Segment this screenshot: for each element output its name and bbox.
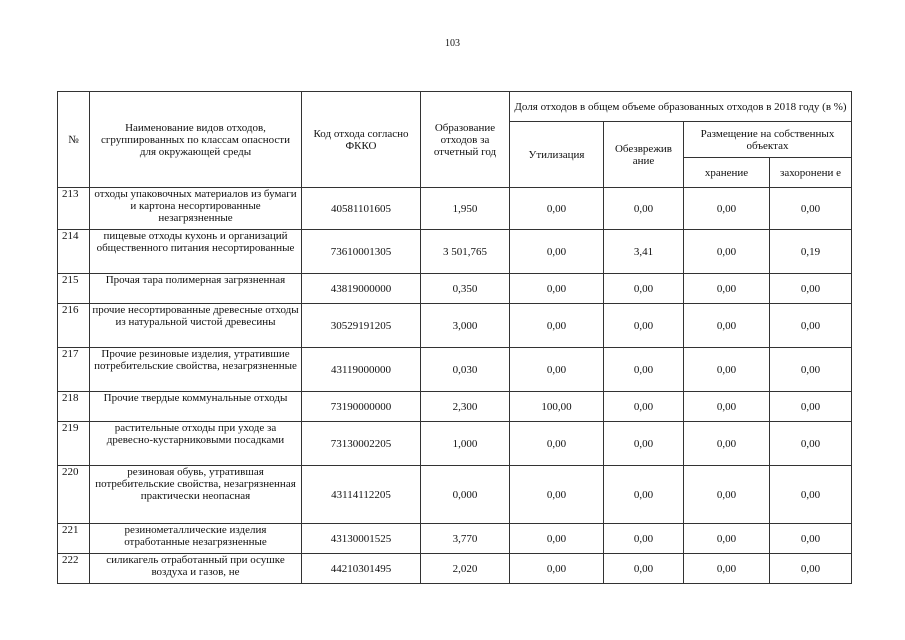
table-row	[58, 524, 852, 554]
row-formation: 2,020	[421, 554, 510, 584]
row-code: 73130002205	[302, 422, 421, 466]
row-utilization: 0,00	[510, 230, 604, 274]
row-code: 44210301495	[302, 554, 421, 584]
row-no: 220	[58, 466, 90, 524]
row-formation: 1,000	[421, 422, 510, 466]
table-row	[58, 554, 852, 584]
row-neutralization: 0,00	[604, 188, 684, 230]
table-row	[58, 304, 852, 348]
row-storage: 0,00	[684, 554, 770, 584]
row-storage: 0,00	[684, 422, 770, 466]
page-number: 103	[445, 38, 460, 49]
row-neutralization: 0,00	[604, 304, 684, 348]
header-share-group: Доля отходов в общем объеме образованных отходов в 2018 году (в %)	[510, 92, 852, 122]
row-formation: 3,770	[421, 524, 510, 554]
row-no: 219	[58, 422, 90, 466]
row-utilization: 100,00	[510, 392, 604, 422]
table-row	[58, 422, 852, 466]
row-no: 215	[58, 274, 90, 304]
row-code: 43119000000	[302, 348, 421, 392]
row-code: 40581101605	[302, 188, 421, 230]
row-code: 73610001305	[302, 230, 421, 274]
row-burial: 0,00	[770, 348, 852, 392]
row-name: Прочая тара полимерная загрязненная	[90, 274, 302, 304]
header-neutralization: Обезврежив ание	[604, 122, 684, 188]
table-row	[58, 230, 852, 274]
row-no: 217	[58, 348, 90, 392]
row-name: отходы упаковочных материалов из бумаги и картона несортированные незагрязненные	[90, 188, 302, 230]
row-utilization: 0,00	[510, 304, 604, 348]
row-neutralization: 0,00	[604, 274, 684, 304]
row-no: 213	[58, 188, 90, 230]
row-storage: 0,00	[684, 392, 770, 422]
row-formation: 0,350	[421, 274, 510, 304]
row-neutralization: 0,00	[604, 524, 684, 554]
row-storage: 0,00	[684, 466, 770, 524]
table-row	[58, 466, 852, 524]
row-burial: 0,00	[770, 422, 852, 466]
row-no: 214	[58, 230, 90, 274]
row-utilization: 0,00	[510, 524, 604, 554]
header-utilization: Утилизация	[510, 122, 604, 188]
row-storage: 0,00	[684, 304, 770, 348]
row-name: резинометаллические изделия отработанные незагрязненные	[90, 524, 302, 554]
row-no: 218	[58, 392, 90, 422]
row-burial: 0,00	[770, 188, 852, 230]
row-utilization: 0,00	[510, 422, 604, 466]
waste-table	[57, 91, 852, 584]
row-storage: 0,00	[684, 274, 770, 304]
row-code: 43114112205	[302, 466, 421, 524]
table-row	[58, 392, 852, 422]
row-code: 43130001525	[302, 524, 421, 554]
row-burial: 0,00	[770, 524, 852, 554]
row-neutralization: 0,00	[604, 348, 684, 392]
row-formation: 1,950	[421, 188, 510, 230]
row-neutralization: 0,00	[604, 422, 684, 466]
row-storage: 0,00	[684, 524, 770, 554]
row-neutralization: 0,00	[604, 466, 684, 524]
header-burial: захоронени е	[770, 158, 852, 188]
row-utilization: 0,00	[510, 554, 604, 584]
row-formation: 0,030	[421, 348, 510, 392]
row-name: силикагель отработанный при осушке воздуха и газов, не	[90, 554, 302, 584]
row-utilization: 0,00	[510, 348, 604, 392]
row-utilization: 0,00	[510, 466, 604, 524]
row-neutralization: 3,41	[604, 230, 684, 274]
row-name: резиновая обувь, утратившая потребительские свойства, незагрязненная практически неопасная	[90, 466, 302, 524]
row-formation: 3 501,765	[421, 230, 510, 274]
row-burial: 0,00	[770, 274, 852, 304]
row-utilization: 0,00	[510, 188, 604, 230]
row-burial: 0,00	[770, 392, 852, 422]
row-storage: 0,00	[684, 188, 770, 230]
table-row	[58, 188, 852, 230]
row-burial: 0,00	[770, 304, 852, 348]
row-name: растительные отходы при уходе за древесно-кустарниковыми посадками	[90, 422, 302, 466]
row-formation: 2,300	[421, 392, 510, 422]
row-no: 216	[58, 304, 90, 348]
header-code: Код отхода согласно ФККО	[302, 92, 421, 188]
row-code: 43819000000	[302, 274, 421, 304]
header-formation: Образование отходов за отчетный год	[421, 92, 510, 188]
header-placement-group: Размещение на собственных объектах	[684, 122, 852, 158]
row-code: 30529191205	[302, 304, 421, 348]
row-name: Прочие твердые коммунальные отходы	[90, 392, 302, 422]
row-storage: 0,00	[684, 348, 770, 392]
table-row	[58, 274, 852, 304]
row-neutralization: 0,00	[604, 392, 684, 422]
row-code: 73190000000	[302, 392, 421, 422]
row-utilization: 0,00	[510, 274, 604, 304]
row-name: Прочие резиновые изделия, утратившие потребительские свойства, незагрязненные	[90, 348, 302, 392]
row-burial: 0,00	[770, 466, 852, 524]
header-no: №	[58, 92, 90, 188]
row-no: 221	[58, 524, 90, 554]
row-name: прочие несортированные древесные отходы из натуральной чистой древесины	[90, 304, 302, 348]
header-storage: хранение	[684, 158, 770, 188]
row-burial: 0,19	[770, 230, 852, 274]
row-name: пищевые отходы кухонь и организаций общественного питания несортированные	[90, 230, 302, 274]
header-name: Наименование видов отходов, сгруппированных по классам опасности для окружающей среды	[90, 92, 302, 188]
table-row	[58, 348, 852, 392]
row-formation: 3,000	[421, 304, 510, 348]
row-storage: 0,00	[684, 230, 770, 274]
row-burial: 0,00	[770, 554, 852, 584]
row-neutralization: 0,00	[604, 554, 684, 584]
row-formation: 0,000	[421, 466, 510, 524]
row-no: 222	[58, 554, 90, 584]
